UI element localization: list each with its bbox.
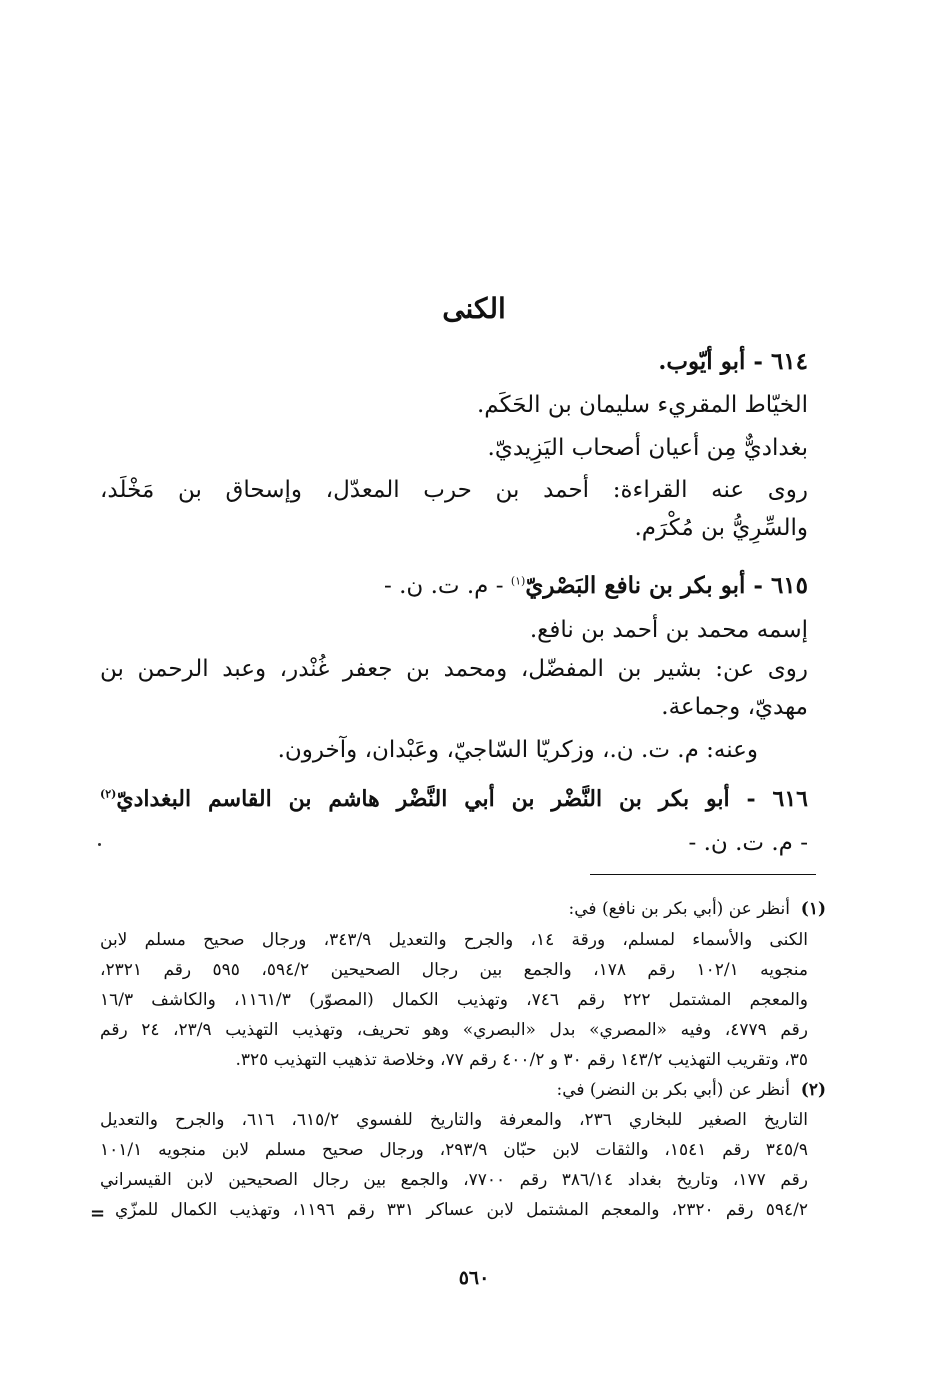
footnote-2-number: (٢) xyxy=(800,1080,826,1100)
footnote-1-line: والمعجم المشتمل ٢٢٢ رقم ٧٤٦، وتهذيب الكمال (المصوّر) ١١٦١/٣، والكاشف ١٦/٣ xyxy=(100,990,809,1010)
footnote-ref-1: (١) xyxy=(510,574,526,588)
continuation-mark: = xyxy=(90,1203,106,1224)
entry-614-line-4: والسِّرِيُّ بن مُكْرَم. xyxy=(634,515,808,541)
footnote-1-line: رقم ٤٧٧٩، وفيه «المصري» بدل «البصري» وهو تحريف، وتهذيب التهذيب ٢٣/٩، ٢٤ رقم xyxy=(100,1020,808,1040)
footnote-2-line: ٥٩٤/٢ رقم ٢٣٢٠، والمعجم المشتمل لابن عساكر ٣٣١ رقم ١١٩٦، وتهذيب الكمال للمزّي xyxy=(115,1200,808,1220)
footnote-1-line: ٣٥، وتقريب التهذيب ١٤٣/٢ رقم ٣٠ و ٤٠٠/٢ رقم ٧٧، وخلاصة تذهيب التهذيب ٣٢٥. xyxy=(235,1050,808,1070)
footnote-1-line: منجويه ١٠٢/١ رقم ١٧٨، والجمع بين رجال الصحيحين ٥٩٤/٢، ٥٩٥ رقم ٢٣٢١، xyxy=(100,960,809,980)
entry-614-line-2: بغداديٌّ مِن أعيان أصحاب اليَزِيديّ. xyxy=(487,435,808,461)
entry-615-sigla: - م. ت. ن. - xyxy=(384,573,511,599)
entry-616-title: ٦١٦ - أبو بكر بن النَّضْر بن أبي النَّضْر هاشم بن القاسم البغداديّ xyxy=(116,786,808,812)
stray-mark xyxy=(98,843,101,846)
footnote-ref-2: (٢) xyxy=(100,787,117,801)
entry-615-line-3: مهديّ، وجماعة. xyxy=(661,694,808,720)
entry-615-line-1: إسمه محمد بن أحمد بن نافع. xyxy=(529,617,808,643)
entry-614-line-1: الخيّاط المقريء سليمان بن الحَكَم. xyxy=(476,392,808,418)
footnote-2-line: ٣٤٥/٩ رقم ١٥٤١، والثقات لابن حبّان ٢٩٣/٩، ورجال صحيح مسلم لابن منجويه ١٠١/١ xyxy=(100,1140,808,1160)
entry-616-title-line xyxy=(100,786,808,812)
entry-615-line-2: روى عن: بشير بن المفضّل، ومحمد بن جعفر غُنْدر، وعبد الرحمن بن xyxy=(100,656,808,682)
entry-615-title-line xyxy=(384,572,808,601)
footnote-separator xyxy=(590,874,816,875)
section-heading: الكنى xyxy=(442,292,506,325)
footnote-1-line: أنظر عن (أبي بكر بن نافع) في: xyxy=(568,899,790,919)
entry-615-line-4: وعنه: م. ت. ن.، وزكريّا السّاجيّ، وعَبْدان، وآخرون. xyxy=(277,737,758,763)
entry-614-line-3: روى عنه القراءة: أحمد بن حرب المعدّل، وإسحاق بن مَخْلَد، xyxy=(100,477,808,503)
entry-616-line-2: - م. ت. ن. - xyxy=(688,830,808,856)
footnote-1-number: (١) xyxy=(800,899,826,919)
page-number: ٥٦٠ xyxy=(458,1267,490,1289)
footnote-2-line: التاريخ الصغير للبخاري ٢٣٦، والمعرفة والتاريخ للفسوي ٦١٥/٢، ٦١٦، والجرح والتعديل xyxy=(100,1110,808,1130)
footnote-1-line: الكنى والأسماء لمسلم، ورقة ١٤، والجرح والتعديل ٣٤٣/٩، ورجال صحيح مسلم لابن xyxy=(100,930,809,950)
entry-615-title: ٦١٥ - أبو بكر بن نافع البَصْريّ xyxy=(525,572,808,599)
entry-614-title: ٦١٤ - أبو أيّوب. xyxy=(658,348,808,375)
footnote-2-line: أنظر عن (أبي بكر بن النضر) في: xyxy=(556,1080,790,1100)
footnote-2-line: رقم ١٧٧، وتاريخ بغداد ٣٨٦/١٤ رقم ٧٧٠٠، والجمع بين رجال الصحيحين لابن القيسراني xyxy=(100,1170,808,1190)
